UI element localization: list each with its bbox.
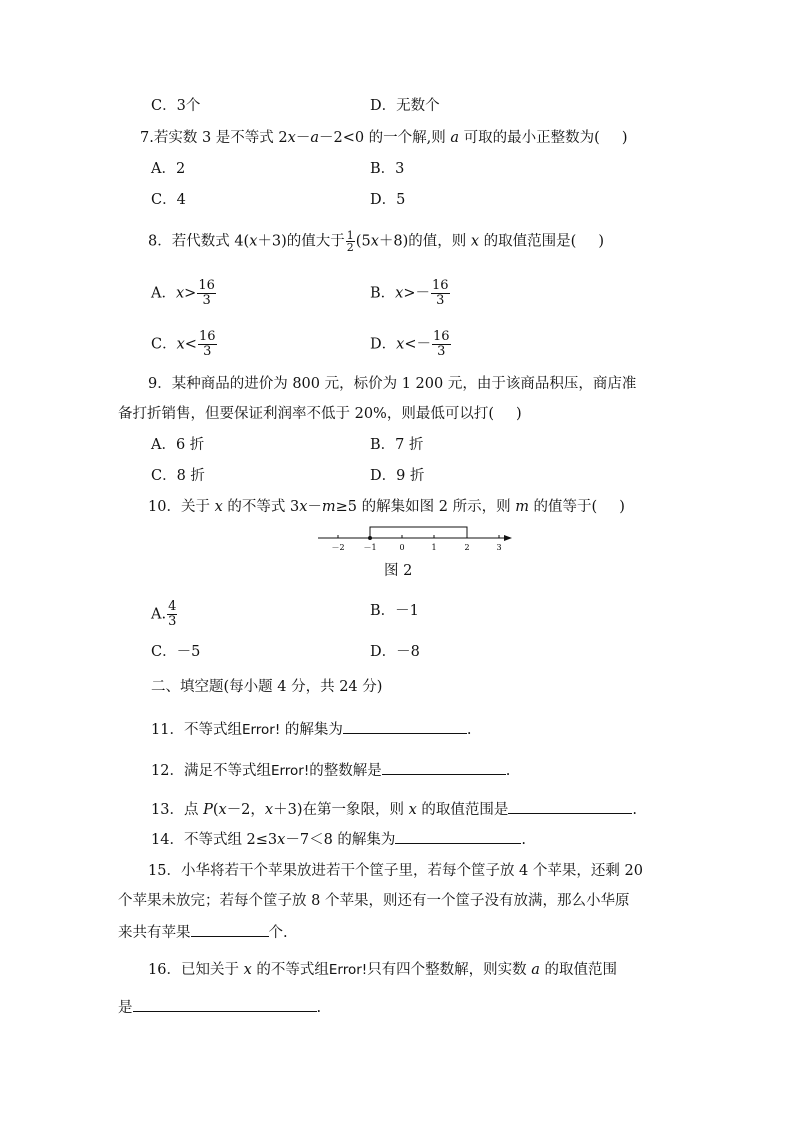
q15-stem-line1: 15．小华将若干个苹果放进若干个筐子里，若每个筐子放 4 个苹果，还剩 20 <box>148 863 643 879</box>
q8-half-fraction: $\frac{1}{2}$ <box>346 229 354 254</box>
q9-option-d: D．9 折 <box>370 468 425 484</box>
q10-option-d: D．－8 <box>370 644 420 660</box>
answer-blank[interactable] <box>343 719 467 734</box>
answer-blank[interactable] <box>382 760 506 775</box>
q13-stem: 13．点 P(x－2，x＋3)在第一象限，则 x 的取值范围是 . <box>151 799 637 820</box>
q9-option-b: B．7 折 <box>370 437 424 453</box>
q16-stem-line2: 是 . <box>118 997 321 1018</box>
q10-option-b: B．－1 <box>370 603 419 619</box>
section-title: 二、填空题(每小题 4 分，共 24 分) <box>151 679 383 695</box>
answer-blank[interactable] <box>395 829 521 844</box>
tick-label: 2 <box>464 543 470 552</box>
answer-blank[interactable] <box>133 997 317 1012</box>
q11-stem: 11．不等式组Error! 的解集为 . <box>151 719 472 740</box>
answer-blank[interactable] <box>191 922 269 937</box>
q10-option-c: C．－5 <box>151 644 201 660</box>
q10-option-a: A. $\frac{4}{3}$ <box>151 599 177 629</box>
q9-option-a: A．6 折 <box>151 437 205 453</box>
solid-endpoint <box>368 536 372 540</box>
tick-label: 3 <box>496 543 502 552</box>
q7-option-c: C．4 <box>151 192 186 208</box>
q8-stem: 8．若代数式 4(x＋3)的值大于 $\frac{1}{2}$ (5x＋8)的值，则 x 的取值范围是( ) <box>148 229 604 254</box>
q9-stem-line1: 9．某种商品的进价为 800 元，标价为 1 200 元，由于该商品积压，商店准 <box>148 376 637 392</box>
q6-option-c: C．3个 <box>151 98 201 114</box>
q7-option-d: D．5 <box>370 192 406 208</box>
q9-stem-line2: 备打折销售，但要保证利润率不低于 20%，则最低可以打( ) <box>118 406 522 422</box>
figure-caption: 图 2 <box>384 563 413 579</box>
solution-bracket <box>370 527 467 538</box>
q7-stem: 7.若实数 3 是不等式 2x－a－2<0 的一个解,则 a 可取的最小正整数为( ) <box>140 130 628 146</box>
q8-option-d: D．x<－ $\frac{16}{3}$ <box>370 329 450 359</box>
q6-option-d: D．无数个 <box>370 98 440 114</box>
q8-option-a: A．x> $\frac{16}{3}$ <box>151 278 215 308</box>
q16-stem-line1: 16．已知关于 x 的不等式组Error!只有四个整数解，则实数 a 的取值范围 <box>148 962 618 978</box>
q8-option-c: C．x< $\frac{16}{3}$ <box>151 329 216 359</box>
q9-option-c: C．8 折 <box>151 468 205 484</box>
q14-stem: 14．不等式组 2≤3x－7＜8 的解集为 . <box>151 829 526 850</box>
q15-stem-line3: 来共有苹果 个. <box>118 922 288 943</box>
q7-option-a: A．2 <box>151 161 186 177</box>
q8-option-b: B．x>－ $\frac{16}{3}$ <box>370 278 449 308</box>
tick-label: －1 <box>363 543 377 552</box>
q7-option-b: B．3 <box>370 161 405 177</box>
q12-stem: 12．满足不等式组Error!的整数解是 . <box>151 760 510 781</box>
number-line-arrow <box>504 535 512 541</box>
q10-stem: 10．关于 x 的不等式 3x－m≥5 的解集如图 2 所示，则 m 的值等于( ) <box>148 499 625 515</box>
tick-label: 0 <box>399 543 405 552</box>
tick-label: －2 <box>331 543 345 552</box>
number-line-figure <box>300 518 520 558</box>
q15-stem-line2: 个苹果未放完；若每个筐子放 8 个苹果，则还有一个筐子没有放满，那么小华原 <box>118 893 630 909</box>
answer-blank[interactable] <box>508 799 632 814</box>
tick-label: 1 <box>431 543 437 552</box>
